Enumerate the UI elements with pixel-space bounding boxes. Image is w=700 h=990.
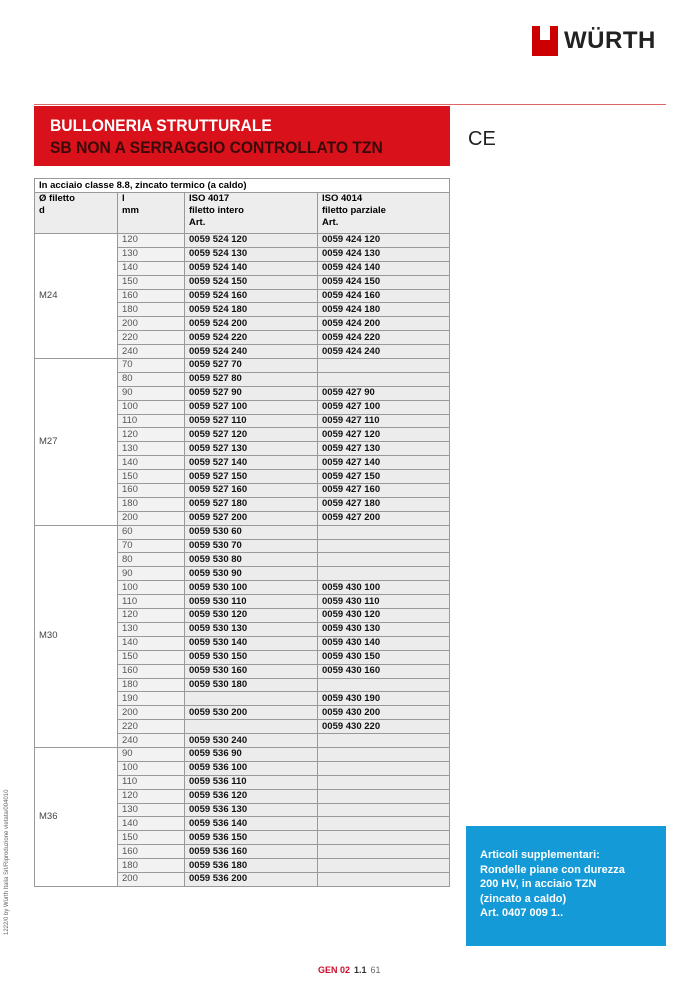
iso4017-art-cell: 0059 536 160 [185, 845, 318, 859]
iso4014-art-cell [318, 775, 450, 789]
iso4017-art-cell: 0059 527 150 [185, 470, 318, 484]
length-cell: 150 [118, 650, 185, 664]
iso4017-art-cell: 0059 536 90 [185, 747, 318, 761]
iso4014-art-cell [318, 831, 450, 845]
wurth-logo-icon [532, 26, 558, 56]
iso4017-art-cell: 0059 530 150 [185, 650, 318, 664]
header-iso4014 [318, 193, 450, 234]
header-line: Ø filetto [39, 193, 75, 204]
iso4017-art-cell: 0059 530 160 [185, 664, 318, 678]
iso4017-art-cell: 0059 530 200 [185, 706, 318, 720]
length-cell: 90 [118, 747, 185, 761]
iso4017-art-cell: 0059 524 150 [185, 275, 318, 289]
length-cell: 100 [118, 581, 185, 595]
iso4017-art-cell: 0059 527 140 [185, 456, 318, 470]
iso4014-art-cell: 0059 424 200 [318, 317, 450, 331]
iso4017-art-cell: 0059 536 120 [185, 789, 318, 803]
length-cell: 70 [118, 539, 185, 553]
table-row [35, 359, 450, 373]
length-cell: 110 [118, 775, 185, 789]
length-cell: 130 [118, 442, 185, 456]
length-cell: 130 [118, 247, 185, 261]
iso4017-art-cell: 0059 527 100 [185, 400, 318, 414]
info-line: Articoli supplementari: [480, 849, 600, 861]
table-header-row [35, 193, 450, 234]
iso4014-art-cell [318, 567, 450, 581]
length-cell: 240 [118, 345, 185, 359]
table-caption: In acciaio classe 8.8, zincato termico (a caldo) [35, 179, 450, 193]
iso4014-art-cell: 0059 430 110 [318, 595, 450, 609]
iso4014-art-cell [318, 525, 450, 539]
iso4017-art-cell: 0059 536 130 [185, 803, 318, 817]
iso4017-art-cell: 0059 524 140 [185, 261, 318, 275]
length-cell: 220 [118, 331, 185, 345]
copyright-note: 1222/0 by Würth Italia Srl/Riproduzione vietata/004010 [4, 789, 10, 935]
info-line: 200 HV, in acciaio TZN [480, 878, 597, 890]
iso4014-art-cell: 0059 424 130 [318, 247, 450, 261]
length-cell: 160 [118, 484, 185, 498]
iso4014-art-cell: 0059 427 150 [318, 470, 450, 484]
length-cell: 140 [118, 456, 185, 470]
iso4017-art-cell: 0059 530 110 [185, 595, 318, 609]
iso4014-art-cell [318, 372, 450, 386]
iso4017-art-cell: 0059 530 140 [185, 636, 318, 650]
title-banner [34, 106, 450, 166]
iso4017-art-cell: 0059 530 80 [185, 553, 318, 567]
iso4014-art-cell [318, 845, 450, 859]
iso4017-art-cell: 0059 527 90 [185, 386, 318, 400]
length-cell: 140 [118, 636, 185, 650]
page-number: 61 [370, 965, 381, 975]
ce-mark-icon: CE [468, 128, 496, 150]
iso4017-art-cell: 0059 527 120 [185, 428, 318, 442]
iso4014-art-cell: 0059 427 90 [318, 386, 450, 400]
iso4014-art-cell: 0059 430 140 [318, 636, 450, 650]
length-cell: 140 [118, 261, 185, 275]
product-table [34, 178, 450, 887]
iso4014-art-cell: 0059 430 160 [318, 664, 450, 678]
length-cell: 70 [118, 359, 185, 373]
iso4014-art-cell [318, 859, 450, 873]
length-cell: 200 [118, 511, 185, 525]
iso4014-art-cell [318, 539, 450, 553]
iso4017-art-cell: 0059 530 240 [185, 734, 318, 748]
length-cell: 130 [118, 803, 185, 817]
header-line: mm [122, 205, 139, 216]
header-iso4017 [185, 193, 318, 234]
length-cell: 120 [118, 428, 185, 442]
iso4017-art-cell: 0059 524 160 [185, 289, 318, 303]
header-line: ISO 4014 [322, 193, 363, 204]
iso4014-art-cell [318, 678, 450, 692]
length-cell: 180 [118, 859, 185, 873]
header-divider [34, 104, 666, 105]
length-cell: 110 [118, 595, 185, 609]
length-cell: 120 [118, 789, 185, 803]
iso4014-art-cell: 0059 430 220 [318, 720, 450, 734]
iso4014-art-cell: 0059 427 200 [318, 511, 450, 525]
table-caption-row [35, 179, 450, 193]
iso4014-art-cell: 0059 427 120 [318, 428, 450, 442]
footer-section: GEN 02 [318, 965, 351, 975]
length-cell: 180 [118, 303, 185, 317]
iso4017-art-cell: 0059 524 130 [185, 247, 318, 261]
length-cell: 80 [118, 372, 185, 386]
iso4014-art-cell: 0059 430 120 [318, 609, 450, 623]
length-cell: 180 [118, 497, 185, 511]
length-cell: 200 [118, 706, 185, 720]
length-cell: 80 [118, 553, 185, 567]
iso4014-art-cell: 0059 427 100 [318, 400, 450, 414]
iso4017-art-cell: 0059 524 200 [185, 317, 318, 331]
iso4014-art-cell: 0059 424 180 [318, 303, 450, 317]
iso4014-art-cell [318, 803, 450, 817]
iso4017-art-cell: 0059 524 220 [185, 331, 318, 345]
page-title: BULLONERIA STRUTTURALE [50, 116, 272, 135]
iso4017-art-cell: 0059 530 70 [185, 539, 318, 553]
iso4014-art-cell: 0059 424 240 [318, 345, 450, 359]
length-cell: 140 [118, 817, 185, 831]
header-line: filetto intero [189, 205, 244, 216]
iso4014-art-cell: 0059 427 140 [318, 456, 450, 470]
iso4017-art-cell: 0059 530 90 [185, 567, 318, 581]
info-line: (zincato a caldo) [480, 892, 567, 905]
length-cell: 160 [118, 664, 185, 678]
iso4014-art-cell: 0059 424 160 [318, 289, 450, 303]
length-cell: 180 [118, 678, 185, 692]
iso4014-art-cell: 0059 430 150 [318, 650, 450, 664]
length-cell: 120 [118, 609, 185, 623]
iso4014-art-cell [318, 817, 450, 831]
iso4014-art-cell: 0059 430 100 [318, 581, 450, 595]
iso4014-art-cell: 0059 424 120 [318, 234, 450, 248]
iso4014-art-cell: 0059 427 130 [318, 442, 450, 456]
page-subtitle: SB NON A SERRAGGIO CONTROLLATO TZN [50, 138, 383, 157]
iso4017-art-cell: 0059 536 140 [185, 817, 318, 831]
length-cell: 200 [118, 872, 185, 886]
iso4017-art-cell: 0059 524 180 [185, 303, 318, 317]
length-cell: 120 [118, 234, 185, 248]
iso4014-art-cell: 0059 424 220 [318, 331, 450, 345]
length-cell: 160 [118, 845, 185, 859]
iso4017-art-cell: 0059 527 160 [185, 484, 318, 498]
length-cell: 190 [118, 692, 185, 706]
iso4014-art-cell: 0059 427 110 [318, 414, 450, 428]
table-row [35, 525, 450, 539]
header-line: filetto parziale [322, 205, 386, 216]
diameter-cell: M24 [35, 234, 118, 359]
iso4017-art-cell: 0059 530 120 [185, 609, 318, 623]
length-cell: 240 [118, 734, 185, 748]
iso4017-art-cell: 0059 524 240 [185, 345, 318, 359]
length-cell: 200 [118, 317, 185, 331]
iso4017-art-cell: 0059 530 60 [185, 525, 318, 539]
iso4014-art-cell: 0059 427 160 [318, 484, 450, 498]
length-cell: 150 [118, 470, 185, 484]
iso4017-art-cell: 0059 527 200 [185, 511, 318, 525]
iso4014-art-cell [318, 747, 450, 761]
iso4014-art-cell: 0059 427 180 [318, 497, 450, 511]
iso4017-art-cell: 0059 530 100 [185, 581, 318, 595]
iso4017-art-cell: 0059 530 130 [185, 622, 318, 636]
iso4014-art-cell [318, 872, 450, 886]
header-diameter [35, 193, 118, 234]
supplementary-info-box [466, 826, 666, 946]
iso4014-art-cell [318, 359, 450, 373]
header-line: Art. [189, 217, 206, 228]
length-cell: 60 [118, 525, 185, 539]
length-cell: 220 [118, 720, 185, 734]
iso4017-art-cell: 0059 524 120 [185, 234, 318, 248]
header-line: Art. [322, 217, 339, 228]
iso4014-art-cell [318, 789, 450, 803]
wurth-logo [532, 26, 656, 56]
length-cell: 90 [118, 386, 185, 400]
page-footer [318, 965, 381, 975]
iso4014-art-cell: 0059 430 130 [318, 622, 450, 636]
length-cell: 160 [118, 289, 185, 303]
iso4017-art-cell: 0059 530 180 [185, 678, 318, 692]
diameter-cell: M27 [35, 359, 118, 526]
header-line: ISO 4017 [189, 193, 230, 204]
iso4014-art-cell: 0059 430 190 [318, 692, 450, 706]
diameter-cell: M36 [35, 747, 118, 886]
iso4017-art-cell: 0059 527 110 [185, 414, 318, 428]
info-line: Rondelle piane con durezza [480, 863, 625, 876]
length-cell: 90 [118, 567, 185, 581]
header-line: l [122, 193, 125, 204]
length-cell: 100 [118, 400, 185, 414]
iso4014-art-cell: 0059 430 200 [318, 706, 450, 720]
iso4014-art-cell: 0059 424 140 [318, 261, 450, 275]
iso4014-art-cell [318, 734, 450, 748]
iso4017-art-cell: 0059 527 80 [185, 372, 318, 386]
iso4017-art-cell: 0059 527 70 [185, 359, 318, 373]
iso4017-art-cell [185, 720, 318, 734]
iso4017-art-cell: 0059 536 110 [185, 775, 318, 789]
footer-chapter: 1.1 [354, 965, 367, 975]
header-line: d [39, 205, 45, 216]
iso4017-art-cell: 0059 527 180 [185, 497, 318, 511]
diameter-cell: M30 [35, 525, 118, 747]
iso4014-art-cell [318, 553, 450, 567]
iso4017-art-cell: 0059 536 100 [185, 761, 318, 775]
iso4017-art-cell: 0059 536 200 [185, 872, 318, 886]
iso4017-art-cell: 0059 536 150 [185, 831, 318, 845]
iso4014-art-cell [318, 761, 450, 775]
length-cell: 150 [118, 831, 185, 845]
iso4017-art-cell [185, 692, 318, 706]
length-cell: 130 [118, 622, 185, 636]
info-line: Art. 0407 009 1.. [480, 907, 564, 919]
iso4017-art-cell: 0059 527 130 [185, 442, 318, 456]
length-cell: 110 [118, 414, 185, 428]
table-row [35, 747, 450, 761]
iso4014-art-cell: 0059 424 150 [318, 275, 450, 289]
length-cell: 100 [118, 761, 185, 775]
logo-text: WÜRTH [564, 27, 656, 54]
table-row [35, 234, 450, 248]
header-length [118, 193, 185, 234]
iso4017-art-cell: 0059 536 180 [185, 859, 318, 873]
length-cell: 150 [118, 275, 185, 289]
